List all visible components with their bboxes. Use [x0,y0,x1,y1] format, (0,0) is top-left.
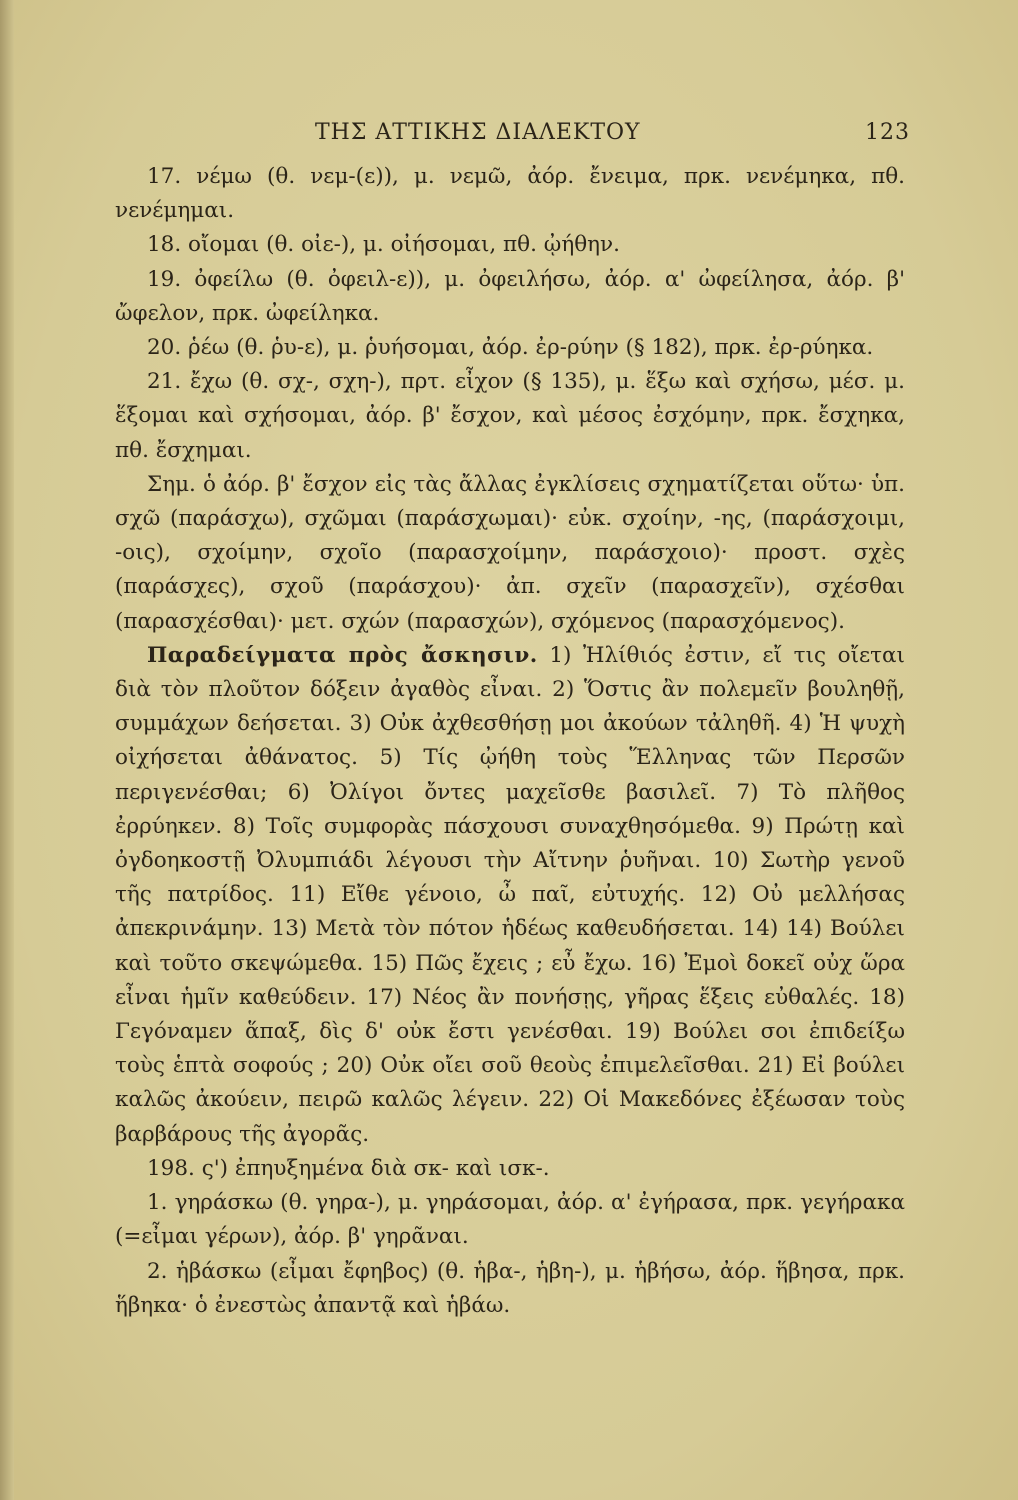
entry-18-oiomai: 18. οἴομαι (θ. οἰε-), μ. οἰήσομαι, πθ. ᾠήθην. [147,232,620,258]
page-number: 123 [865,120,910,145]
entry-20-reo: 20. ῥέω (θ. ῥυ-ε), μ. ῥυήσομαι, ἀόρ. ἐρ-ρύην (§ 182), πρκ. ἐρ-ρύηκα. [147,335,874,361]
entry-1-gerasko: 1. γηράσκω (θ. γηρα-), μ. γηράσομαι, ἀόρ. α' ἐγήρασα, πρκ. γεγήρακα (=εἶμαι γέρων), ἀόρ. β' γηρᾶναι. [115,1190,905,1250]
entry-21-echo: 21. ἔχω (θ. σχ-, σχη-), πρτ. εἶχον (§ 135), μ. ἕξω καὶ σχήσω, μέσ. μ. ἕξομαι καὶ σχήσομαι, ἀόρ. β' ἔσχον, καὶ μέσος ἐσχόμην, πρκ. ἔσχηκα, πθ. ἔσχημαι. [115,369,905,463]
exercises-text: 1) Ἠλίθιός ἐστιν, εἴ τις οἴεται διὰ τὸν πλοῦτον δόξειν ἀγαθὸς εἶναι. 2) Ὅστις ἂν πολεμεῖν βουληθῇ, συμμάχων δεήσεται. 3) Οὐκ ἀχθεσθήσῃ μοι ἀκούων τἀληθῆ. 4) Ἡ ψυχὴ οἰχήσεται ἀθάνατος. 5) Τίς ᾠήθη τοὺς Ἕλληνας τῶν Περσῶν περιγενέσθαι; 6) Ὀλίγοι ὄντες μαχεῖσθε βασιλεῖ. 7) Τὸ πλῆθος ἐρρύηκεν. 8) Τοῖς συμφορὰς πάσχουσι συναχθησόμεθα. 9) Πρώτῃ καὶ ὀγδοηκοστῇ Ὀλυμπιάδι λέγουσι τὴν Αἴτνην ῥυῆναι. 10) Σωτὴρ γενοῦ τῆς πατρίδος. 11) Εἴθε γένοιο, ὦ παῖ, εὐτυχής. 12) Οὐ μελλήσας ἀπεκρινάμην. 13) Μετὰ τὸν πότον ἡδέως καθευδήσεται. 14) 14) Βούλει καὶ τοῦτο σκεψώμεθα. 15) Πῶς ἔχεις ; εὖ ἔχω. 16) Ἐμοὶ δοκεῖ οὐχ ὥρα εἶναι ἡμῖν καθεύδειν. 17) Νέος ἂν πονήσῃς, γῆρας ἕξεις εὐθαλές. 18) Γεγόναμεν ἅπαξ, δὶς δ' οὐκ ἔστι γενέσθαι. 19) Βούλει σοι ἐπιδείξω τοὺς ἑπτὰ σοφούς ; 20) Οὐκ οἴει σοῦ θεοὺς ἐπιμελεῖσθαι. 21) Εἰ βούλει καλῶς ἀκούειν, πειρῶ καλῶς λέγειν. 22) Οἱ Μακεδόνες ἐξέωσαν τοὺς βαρβάρους τῆς ἀγορᾶς. [115,642,905,1147]
running-header [110,120,910,156]
exercises-paragraph [115,639,905,1152]
page-body [115,160,905,1323]
running-title: ΤΗΣ ΑΤΤΙΚΗΣ ΔΙΑΛΕΚΤΟΥ [315,120,641,145]
exercises-heading: Παραδείγματα πρὸς ἄσκησιν. [147,642,538,668]
entry-2-hebasko: 2. ἡβάσκω (εἶμαι ἔφηβος) (θ. ἡβα-, ἡβη-), μ. ἡβήσω, ἀόρ. ἥβησα, πρκ. ἥβηκα· ὁ ἐνεστὼς ἀπαντᾷ καὶ ἡβάω. [115,1258,905,1318]
entry-17-nemo: 17. νέμω (θ. νεμ-(ε)), μ. νεμῶ, ἀόρ. ἔνειμα, πρκ. νενέμηκα, πθ. νενέμημαι. [115,164,905,224]
page-binding-edge [0,0,14,1500]
entry-19-opheilo: 19. ὀφείλω (θ. ὀφειλ-ε)), μ. ὀφειλήσω, ἀόρ. α' ὠφείλησα, ἀόρ. β' ὤφελον, πρκ. ὠφείληκα. [115,266,905,326]
section-198-heading: 198. ς') ἐπηυξημένα διὰ σκ- καὶ ισκ-. [147,1155,550,1181]
note-aorist-forms: Σημ. ὁ ἀόρ. β' ἔσχον εἰς τὰς ἄλλας ἐγκλίσεις σχηματίζεται οὕτω· ὑπ. σχῶ (παράσχω), σχῶμαι (παράσχωμαι)· εὐκ. σχοίην, -ης, (παράσχοιμι, -οις), σχοίμην, σχοῖο (παρασχοίμην, παράσχοιο)· προστ. σχὲς (παράσχες), σχοῦ (παράσχου)· ἀπ. σχεῖν (παρασχεῖν), σχέσθαι (παρασχέσθαι)· μετ. σχών (παρασχών), σχόμενος (παρασχόμενος). [115,471,905,634]
